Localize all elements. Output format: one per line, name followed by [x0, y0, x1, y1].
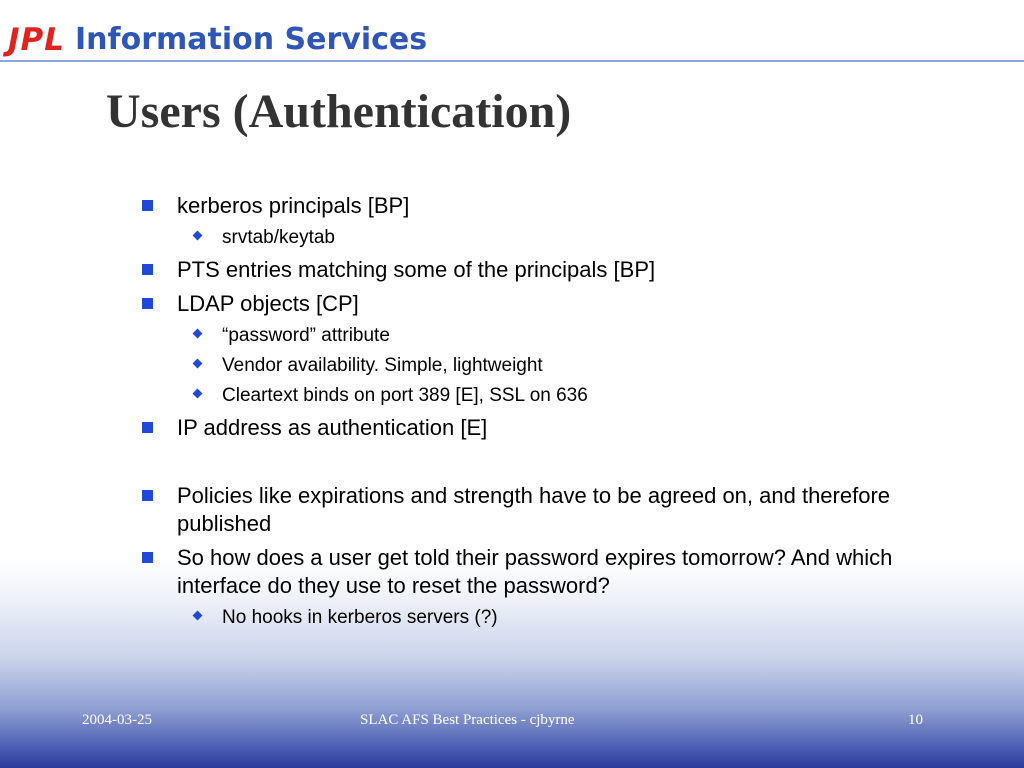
header-divider	[0, 60, 1024, 62]
square-bullet-icon	[142, 200, 153, 211]
bullet-text: So how does a user get told their password expires tomorrow? And which interface do they use to reset the password?	[177, 545, 893, 598]
bullet-text: LDAP objects [CP]	[177, 291, 359, 316]
square-bullet-icon	[142, 422, 153, 433]
sub-bullet-text: Cleartext binds on port 389 [E], SSL on 636	[222, 385, 588, 406]
bullet-item	[140, 290, 920, 318]
bullet-item	[140, 414, 920, 442]
sub-bullet-text: No hooks in kerberos servers (?)	[222, 607, 498, 628]
bullet-text: Policies like expirations and strength have to be agreed on, and therefore published	[177, 483, 891, 536]
square-bullet-icon	[142, 490, 153, 501]
sub-bullet-text: srvtab/keytab	[222, 227, 335, 248]
sub-bullet-item	[140, 606, 920, 630]
header-banner	[8, 22, 427, 58]
square-bullet-icon	[142, 552, 153, 563]
sub-bullet-item	[140, 354, 920, 378]
sub-bullet-text: Vendor availability. Simple, lightweight	[222, 355, 543, 376]
sub-bullet-item	[140, 226, 920, 250]
bullet-text: IP address as authentication [E]	[177, 415, 488, 440]
bullet-text: kerberos principals [BP]	[177, 193, 410, 218]
bullet-item	[140, 482, 920, 538]
diamond-bullet-icon	[193, 329, 203, 339]
footer-title: SLAC AFS Best Practices - cjbyrne	[360, 712, 575, 728]
slide-title: Users (Authentication)	[106, 85, 572, 138]
diamond-bullet-icon	[193, 389, 203, 399]
square-bullet-icon	[142, 264, 153, 275]
footer-date: 2004-03-25	[82, 712, 152, 728]
jpl-logo: JPL	[8, 21, 66, 58]
information-services-logo: Information Services	[75, 22, 428, 57]
sub-bullet-item	[140, 384, 920, 408]
page-number: 10	[908, 712, 923, 728]
bullet-item	[140, 256, 920, 284]
bullet-item	[140, 544, 920, 600]
diamond-bullet-icon	[193, 231, 203, 241]
spacer	[140, 448, 920, 482]
diamond-bullet-icon	[193, 611, 203, 621]
bullet-list	[140, 192, 920, 636]
sub-bullet-item	[140, 324, 920, 348]
bullet-item	[140, 192, 920, 220]
square-bullet-icon	[142, 298, 153, 309]
diamond-bullet-icon	[193, 359, 203, 369]
sub-bullet-text: “password” attribute	[222, 325, 390, 346]
bullet-text: PTS entries matching some of the principals [BP]	[177, 257, 656, 282]
